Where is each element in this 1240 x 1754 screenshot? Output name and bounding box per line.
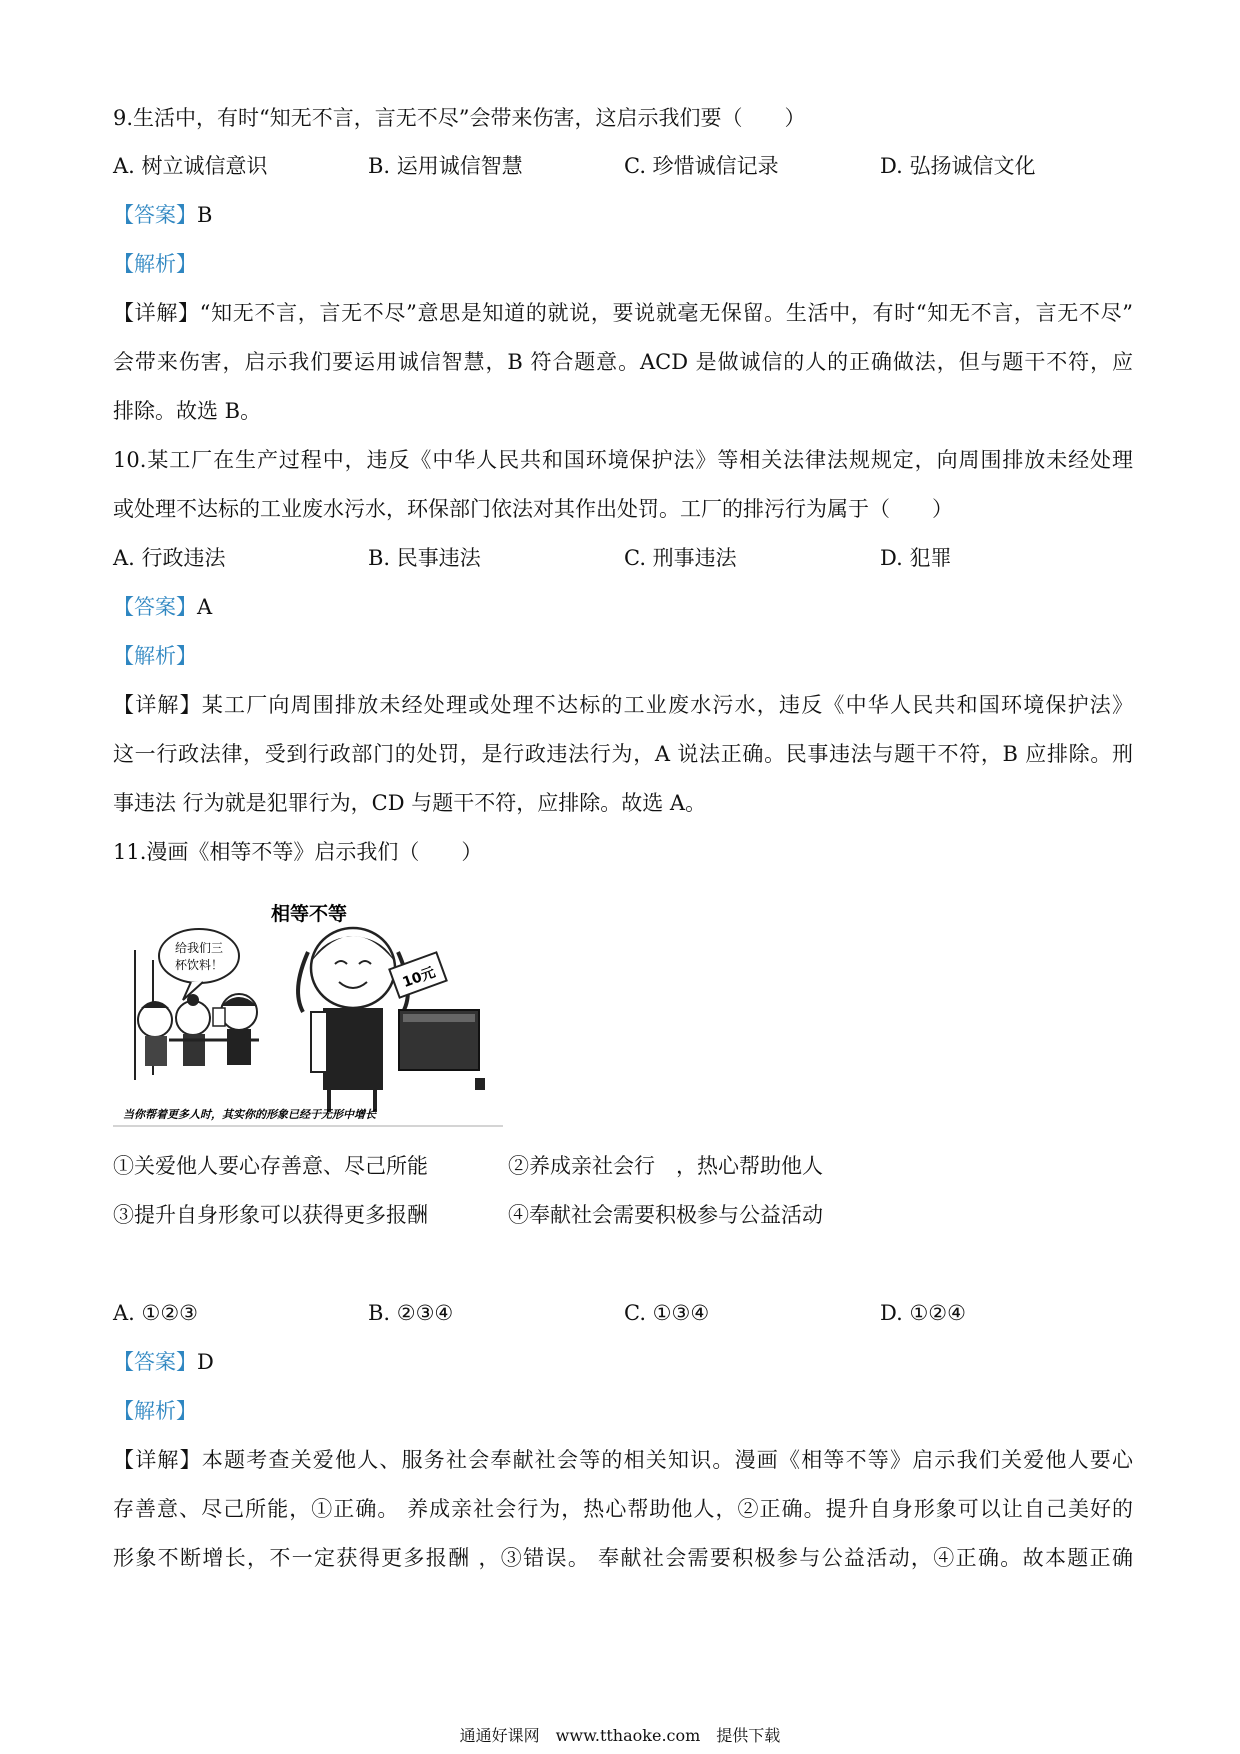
- comic-mark: [475, 1078, 485, 1090]
- q10-answer: [113, 593, 1133, 621]
- speech-text-line-1: 给我们三: [174, 941, 224, 955]
- q9-option-b: B. 运用诚信智慧: [368, 154, 523, 178]
- analysis-tag: 【解析】: [113, 1399, 197, 1423]
- q11-detail-line-2: 存善意、尽己所能，①正确。 养成亲社会行为，热心帮助他人，②正确。提升自身形象可以让自己美好的: [113, 1497, 1133, 1521]
- q10-analysis-tag: [113, 642, 1133, 670]
- page-footer: 通通好课网 www.tthaoke.com 提供下载: [459, 1726, 781, 1745]
- comic-title: 相等不等: [271, 903, 348, 925]
- q11-option-a: A. ①②③: [113, 1301, 198, 1325]
- q9-option-a: A. 树立诚信意识: [113, 154, 268, 178]
- q10-option-d: D. 犯罪: [880, 546, 952, 570]
- q11-option-c: C. ①③④: [624, 1301, 710, 1325]
- detail-tag: 【详解】: [113, 1448, 202, 1472]
- q11-statement-1: ①关爱他人要心存善意、尽己所能: [113, 1154, 428, 1178]
- q10-stem-line-1: 10.某工厂在生产过程中，违反《中华人民共和国环境保护法》等相关法律法规规定，向周围排放未经处理: [113, 448, 1133, 472]
- answer-tag: 【答案】: [113, 1350, 197, 1374]
- q10-detail-line-2: 这一行政法律，受到行政部门的处罚，是行政违法行为，A 说法正确。民事违法与题干不符，B 应排除。刑: [113, 742, 1133, 766]
- answer-value: B: [197, 203, 213, 227]
- q9-detail-line-3: 排除。故选 B。: [113, 399, 262, 423]
- donation-box-slot: [403, 1014, 475, 1022]
- q10-option-c: C. 刑事违法: [624, 546, 737, 570]
- q10-option-b: B. 民事违法: [368, 546, 481, 570]
- answer-tag: 【答案】: [113, 595, 197, 619]
- q11-analysis-tag: [113, 1397, 1133, 1425]
- answer-value: A: [197, 595, 213, 619]
- sign-text: 10元: [400, 964, 438, 992]
- q11-answer: [113, 1348, 1133, 1376]
- detail-text: 某工厂向周围排放未经处理或处理不达标的工业废水污水，违反《中华人民共和国环境保护法》: [201, 693, 1134, 717]
- q9-detail-line-1: [113, 299, 1133, 327]
- q11-stem: 11.漫画《相等不等》启示我们（ ）: [113, 840, 483, 864]
- q11-detail-line-3: 形象不断增长，不一定获得更多报酬 ，③错误。 奉献社会需要积极参与公益活动，④正确。故本题正确: [113, 1546, 1133, 1570]
- money-sign: [389, 952, 446, 997]
- detail-text: “知无不言，言无不尽”意思是知道的就说，要说就毫无保留。生活中，有时“知无不言，言无不尽”: [199, 301, 1133, 325]
- q11-option-b: B. ②③④: [368, 1301, 454, 1325]
- detail-tag: 【详解】: [113, 693, 202, 717]
- q10-stem-line-2: 或处理不达标的工业废水污水，环保部门依法对其作出处罚。工厂的排污行为属于（ ）: [113, 497, 953, 521]
- detail-tag: 【详解】: [113, 301, 200, 325]
- small-figures: [138, 994, 259, 1066]
- q9-detail-line-2: 会带来伤害，启示我们要运用诚信智慧，B 符合题意。ACD 是做诚信的人的正确做法，但与题干不符，应: [113, 350, 1133, 374]
- q11-statement-2: ②养成亲社会行 ，热心帮助他人: [508, 1154, 823, 1178]
- q9-option-d: D. 弘扬诚信文化: [880, 154, 1036, 178]
- q10-option-a: A. 行政违法: [113, 546, 226, 570]
- q11-detail-line-1: [113, 1446, 1133, 1474]
- q10-detail-line-3: 事违法 行为就是犯罪行为，CD 与题干不符，应排除。故选 A。: [113, 791, 707, 815]
- q9-stem: 9.生活中，有时“知无不言，言无不尽”会带来伤害，这启示我们要（ ）: [113, 106, 806, 130]
- detail-text: 本题考查关爱他人、服务社会奉献社会等的相关知识。漫画《相等不等》启示我们关爱他人要心: [201, 1448, 1134, 1472]
- q11-statement-3: ③提升自身形象可以获得更多报酬: [113, 1203, 428, 1227]
- q11-option-d: D. ①②④: [880, 1301, 966, 1325]
- q9-answer: [113, 201, 1133, 229]
- speech-text-line-2: 杯饮料！: [174, 958, 224, 972]
- comic-caption: 当你帮着更多人时，其实你的形象已经于无形中增长: [123, 1108, 376, 1121]
- answer-value: D: [197, 1350, 214, 1374]
- q9-analysis-tag: [113, 250, 1133, 278]
- analysis-tag: 【解析】: [113, 644, 197, 668]
- speech-bubble: [159, 929, 239, 983]
- comic-image: [113, 890, 503, 1130]
- q9-option-c: C. 珍惜诚信记录: [624, 154, 779, 178]
- q10-detail-line-1: [113, 691, 1133, 719]
- answer-tag: 【答案】: [113, 203, 197, 227]
- q11-statement-4: ④奉献社会需要积极参与公益活动: [508, 1203, 823, 1227]
- big-figure: [298, 928, 408, 1112]
- analysis-tag: 【解析】: [113, 252, 197, 276]
